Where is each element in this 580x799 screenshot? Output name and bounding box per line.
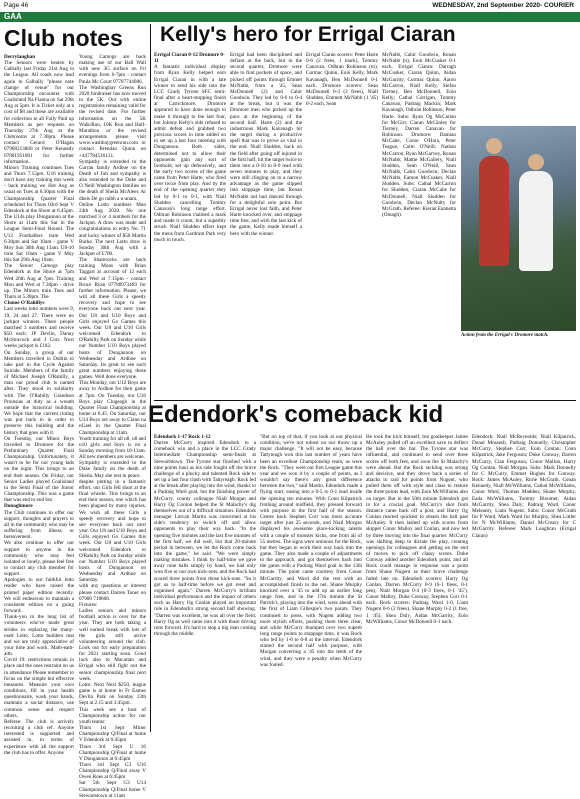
club-paragraph: Referee: The club is actively recruiting a club ref. Anyone interested is supported and assisted in, in terms of experience with all the support the club has to offer. Anyone — [4, 718, 74, 756]
issue-date: WEDNESDAY, 2nd September 2020- COURIER — [432, 2, 574, 9]
club-paragraph: Sympathy is extended to the Duke family on the death of Sheila. May she rest in peace. — [79, 460, 146, 479]
edendork-column-3 — [366, 434, 468, 734]
club-notes-column-1 — [4, 54, 74, 756]
club-paragraph: Youth training for all u8, u8 and u10 girls and boys is on a Sunday morning from 10-11am. All new members are welcome. — [79, 435, 146, 461]
club-paragraph: This Monday, our U12 Boys are away to Ardboe for their game at 7pm. On Tuesday, our U16 Boys play Clogeagh in the Quarter Final Championship at home at 6.45. On Saturday, our U14 Boys are away to Clann na nGael in the Quarter Final Championship at 11am. — [79, 380, 146, 436]
club-paragraph: Young Camogs are back making use of our Ball Wall with new 3G surface on Fri evenings from 6-7pm - contact Paula Mc Court 07707744086. — [79, 54, 146, 85]
edendork-text-2: "But on top of that, if you look at our physical condition, we're not robust on our throw up a major challenge. "It will not be easy, because Tattyreagh won this last number of years have been an excellent Championship team, as were the Rock. "They were our first League game this year and we won it by a couple of points, as I wouldn't say there's any great difference between the two," said Martin. Edendork made a flying start, easing into a 0-5 to 0-1 lead inside the opening ten minutes. With Conn Kilpatrick frothing around midfield, they pressed forward with purpose in the first half of the season. Centre back Stephen Corr was most accurate target after just 25 seconds, and Niall Morgan displayed his awesome place-kicking talents with a couple of monster kicks, one from all of 55 metres. The signs were ominous for the Rock, but they began to work their way back into the game. They also made a couple of adjustments to the approach, and got themselves back into the game with a Padraig Ward goal in the 13th minute. The point came courtesy from Conor McGarrity, and Ward did the rest with an accomplished finish to the net. Shane Murphy knocked over a '45 to add up an earlier long range free, and in the 17th minute the St Patrick's, playing into the wind, were ahead with the first of Liam Gillespie's two points. They continued to press, with Nugent adding two more stylish efforts, pushing them three clear, and while McCurry thumped over two superb long range points to stoppage time, it was Rock who led by 1-6 to 0-8 at the interval. Edendork started the second half with purpose, with Morgan converting a '45 into the teeth of the wind, and they were a penalty when McCurry was fouled. — [260, 434, 362, 668]
edendork-score: Edendork 1-17 Rock 1-12 — [154, 434, 211, 440]
club-paragraph: The Washingbay Greens Run 2020 fundraiser has now moved to the 5K. Out with online registrations remaining valid for the revised date. For further information on the 5K Walk/Run, 10K Run and Half-Marathon or the revised arrangements please visit www.washbaygreenrun.com or contact Brendan Quinn on +447784516131. — [79, 84, 146, 159]
club-subheading: Clonoe O'Rahillys — [4, 300, 45, 307]
club-paragraph: Minors Training continues Tues and Thurs 7.15pm. U16 training don't have any training this week - back training we Hot Aug as usual on Tues at 6.30pm with the Championship Quarter Final scheduled for Thurs 03rd Sept V Edendork at the Shore at 6.45pm. The U14s play Dungannon at the Shore at 11am this Sat in the League Semi-Final Round. The U12 Footballers train Wed 6.30pm and Sat 10am - game V Moy Sun 30th Aug 11am. U8-10 train Sat 10am - game V Moy this Sat 29th Aug 10am. — [4, 164, 74, 264]
player-head — [528, 154, 544, 170]
kelly-headline: Kelly's hero for Errigal Ciaran — [160, 23, 456, 46]
edendork-text-3: He took the kick himself, but goalkeeper James McAuley pulled off an excellent save to deflect the ball over the bar. The Tyrone star was influential, and continued to send over three scores off both feet, and soon the St Malachy's were ahead. But the Rock tackling was strong and decisive, and they drove back a series of attacks to raid for points from Nugent, who pulled them off with style and class to restore the three points lead, with Eoin McWilliams also on target. But in the 50th minute Edendork got in for a crucial goal. McCurry's shot from distance came back off a post, and Harry Og Conlan reacted quickest to smash the ball past McAuley. It then lashed up with scores from skipper Conor Malloy and Conlan, and now led by three moving into the final quarter. McCurry was shifting deep to dictate the play, creating openings for colleagues and getting on the end of moves to pick off classy scores. Duke Conway added another Edendork point, and all Rock could manage in response was a point from Shane Nugent as their brave challenge faded late on. Edendork scorers: Harry Og Conlan, Darren McCurry 0-9 (6-1 frees, 0-1 pen), Niall Morgan 0-4 (0-3 frees, 0-1 '45'), Conor Malloy, Duke Conway, Stephen Corr 0-1 each. Rock scorers: Padraig Ward 1-0, Liam Nugent 0-6 (2 frees), Shane Murphy 0-2 (1 free, 1 '45), Shea Duly, Aidan McGarrity, Eoin McWilliams, Conor McDonnell 0-1 each. — [366, 434, 468, 625]
section-banner — [0, 12, 580, 22]
club-paragraph: The Club continues to offer our support, thoughts and prayers to all in the community who may be suffering from illness or bereavement. — [4, 509, 74, 541]
edendork-headline: Edendork's comeback kid — [148, 401, 444, 428]
match-photo — [461, 126, 576, 331]
section-label: GAA — [4, 12, 22, 21]
edendork-text-1: Darren McCurry inspired Edendork to a comeback win and a place in the LCC Grady Intermediate Championship semi-finals at Stewartstown. The Tyrone star finished with a nine points haul as his side fought off the brave challenge of a plucky and talented Rock side to set up a last four clash with Tattyreagh. Rock led at the break after playing into the wind, thanks to a Padraig Ward goal, but the finishing power of McCurry, county colleague Niall Morgan and Harry Og Conlon helped the St Malachy's dig themselves out of a difficult situation. Edendork manager Lorcan Martin was concerned at his side's tendency to switch off and allow opponents to play their way back. "In the opening five minutes and the last five minutes of the first half, we did well, but that 20-minute period in between, we let the Rock come back into the game," he said. "We were simply making mistakes. I think by half-time we gave away nine balls simply by hand, we had only won five or our own kick-outs, and the Rock had scored three points from those kick-outs. "So it got us to half-time before we got reset and organised again." Darren McCurry's brilliant individual performance and the impact of others such as Harry Og Conlan played an important role in Edendork's strong second half showing. "Darren was excellent, he was all over the field, Harry Og as well came into it with those driving runs forward. It's hard to stop a big man coming through the middle. — [154, 440, 256, 637]
club-paragraph: Fixtures: — [79, 601, 98, 608]
kelly-column-3 — [306, 52, 378, 398]
club-notes-title: Club notes — [4, 25, 123, 51]
club-paragraph: Lotto: Next Next $250, league game is at home in Fr Eames Devlin Park on Sunday 13th Sept at 2.15 and 3:45pm. — [79, 681, 146, 707]
club-paragraph: Apologies to our faithful lotto reader who have raised the printed paper edition recently. We will endeavour to maintain a consistent edition on a going forward. — [4, 577, 74, 615]
club-paragraph: On Sunday, a group of our Members travelled to Dublin to take part in the Cycle Against Suicide. Members of the family of Michael Joseph O'Rahilly, a man our proud club is named after. They stood in solidarity with The O'Rahilly Grandson Proinsias at duty as a wreath outside the historical building. We hope that the current rioting was put back in in order to preserve this building and the history that goes with it. — [4, 349, 74, 436]
page-header — [0, 0, 580, 12]
kelly-column-2 — [230, 52, 302, 398]
club-paragraph: despite putting in a fantastic effort, our Girls fell short at the final whistle. This brings to an end their season, one which has been plagued by many injuries. We wish all these Girls a speedy recovery and hope to see everyone back out next year. Our U8 and U10 Boys and Girls enjoyed Go Games this week. Our U8 and U10 Girls welcomed Edendork to O'Rahilly Park on Sunday while our Number U10 Boys played hosts of Dungannon on Wednesday and Ardboe on Saturday. — [79, 478, 146, 584]
club-subheading: Donaghmore — [4, 503, 33, 510]
club-paragraph: Last weeks lotto numbers were 9, 19, 24 and 27. There were no jackpot winners. There people matched 3 numbers and receive $50 each: JP Devlin, Danny McStravock and J Corr. Next weeks jackpot is £102. — [4, 306, 74, 350]
club-paragraph: Online Lotto numbers Mon 24th Aug 2020. No one matched 3 or 4 numbers for the Jackpot. A draw was made and congratulations to entry No. 71 and lucky winner of $50 Martin Burke. The next Lotto draw is Sunday 30th Aug with a Jackpot of £700. — [79, 201, 146, 257]
club-paragraph: The Senior Camogs play Edendork at the Shore at 7pm Wed 26th Aug at 7pm. Training Mon and Wed at 7.30pm - drive up. The Minors train Tues and Thurs at 5.30pm. The — [4, 263, 74, 301]
kelly-column-1 — [154, 52, 226, 398]
club-notes-column-2 — [79, 54, 146, 799]
club-paragraph: Thank-you to the long list of volunteers who've made great strides in replacing the many-used Lotto. Lotto builders mat and we are truly appreciative of your time and work. Math-eath-aith. — [4, 614, 74, 658]
club-paragraph: The Seniors were beaten by Galbally last Friday 21st Aug in the League. All roads now lead again to Galbally "please note change of venue" for our Championship encounter with Coalisland Na Fianna on Sat 29th Aug at 5pm. It is Ticket only at a cost of $8 and these are available for collection to all Fully Paid up Members as per requests on Thursday 27th Aug at the Clubrooms at 7.30pm. Please contact Gerard O'Hagan 07968213860 or Peter Kennedy 07801951081 for further information. — [4, 60, 74, 165]
club-paragraph: Ladies seniors and minors football action is over for the year. They are both taking a well earned break with lots of the girls still active volunteering around the club. Look out for early preparation for 2021 starting soon. Good luck also to Macartan and Errigal who still fight out the senior championship final next week. — [79, 608, 146, 682]
edendork-column-4 — [472, 434, 576, 734]
kelly-text-4: McNabb, Cahir Goodwin, Ronan McNabb (n), Eoin McCusker 0-1 each. Errigal Ciaran: Darragh McCusker, Ciaran Quinn, Aidan McGarrity, Cormac Quinn, Aaron McCarron, Niall Kelly, Stefan Tierney, Ben McDonnell, Eoin Kelly; Cathal Corrigan, Tommy Canavan, Padraig Mackin; Mark Kavanagh, Odhran Robinson, Peter Harte. Subs: Ryan Og McCartan for McGirr, Ciaran McGinley for Tierney, Darren Canavan for Robinson. Dromore: Damian McCabe, Conor O'Hara, Peter Teague, Colm O'Neill; Nathan McCarron, Ryan McGarvey, Ronan McNabb; Mattie McGallery, Niall Sludden, Sean O'Neill, Sean McNabb, Cahir Goodwin; Declan McNabb, Eamon McCusker, Niall Sludden. Subs: Cathal McCarron for Sludden, Ciaran McCabe for McDonnell, Niall Sludden for Goodwin, Declan McNulty for McGrath. Referee: Kieran Eannetta (Omagh). — [382, 52, 456, 219]
photo-caption: Action from the Errigal v Dromore match. — [461, 333, 549, 338]
kelly-text-1: A fantastic individual display from Ryan Kelly helped earn Errigal Ciaran in with a late winner to send his side into the LCC Grady Tyrone SFC semi-final after a heart-stopping finish at Carrickmore. Dromore appeared to have done enough to make it through to the last four, but Johnny Kelly's side refused to admit defeat and grabbed two precious scores in time added on to set up a last four meeting with Dungannon. Both sides, determined not to allow their opponents gain any sort of foothold, set up defensively, and the early two scores of the game came from Peter Harte, who fired over twice from play. And by the end of the opening quarter they led by 0-1 to 0-1, with Niall Sludden cancelling Tommy Canavan's long range effort. Odhran Robinson claimed a mark and made it count, but a superbly struck Niall Sludden effort kept the mens from Gardrum Park very much in touch. — [154, 64, 226, 243]
player-figure-red — [479, 156, 509, 266]
club-paragraph: Sympathy is extended to the Curran family Ardboe on the Death of Jim and sympathy is also extended to the Duke and O Neill Washington families on the death of Sheila McAleer. Ar dheis Dé go raibh a n-anam. — [79, 158, 146, 202]
edendork-text-4: Edendork: Niall McReynolds; Niall Kilpatrick, Donal Mossesh, Padraig Donnelly, Christopher McCurry, Stephen Corr, Eoin Conlan; Conn Kilpatrick, Jake Ferguson; Duke Conway, Darren McCurry, Cian Ferguson, Conor Mallon, Harry Og Conlan, Niall Morgan. Subs: Mark Donnelly for C McCurry, Emmet Hughes for Conway. Rock: James McAuley, Rorie McGrath, Conan Kennedy, Niall McWilliams, Cathal McWilliams, Conor Ward, Thomas Madden; Shane Murphy, Eada McWilliams, Tommy Bloomer, Aidan McGarrity, Shea Daly; Padraig Ward, Conor Meleanty, Liam Nugent. Subs: Conor McGrath for P Ward, Mark Ward for Murphy, Shea Littler for N McWilliams, Daniel McCreary for C McGarrity. Referee: Mark Loughran (Errigal Ciaran) — [472, 434, 576, 539]
club-paragraph: This week see a host of Championship action for our youth teams: — [79, 706, 146, 725]
kelly-text-2: Errigal had been disciplined and defiant at the back, but in the second quarter, Dromore were able to find pockets of space, and picked off points through Emmet McNabb, from a '45, Sean McDonnell (2) and Cahir Goodwin. They led by 0-6 to 0-4 at the break, but it was the Dromore men who picked up the pace at the beginning of the second half. Harte (2) and the industrious Mark Kavanagh hit the target during a productive spell that was to prove so vital in the end. Niall Sludden, back on the field after going off injured in the first half, hit the target twice to them into a 0-10 to 0-9 lead with seven minutes to play, and they were still clinging on to a narrow advantage as the game slipped into stoppage time, but Ronan McNabb ind had danced through for a delightful solo point. But Errigal never lost faith, and Peter Harte knocked over, and stoppage time free, and with the last kick of the game, Kelly made himself a hero with the winner. — [230, 52, 302, 237]
kelly-score: Errigal Ciaran 0-12 Dromore 0-11 — [154, 52, 225, 65]
kelly-column-4 — [382, 52, 456, 398]
edendork-column-1 — [154, 434, 256, 734]
club-paragraph: with any questions or interest please contact Darren Toner on 07900 718608. — [79, 583, 146, 602]
club-subheading: Derrylaughan — [4, 54, 36, 60]
player-head — [486, 138, 502, 154]
column-divider — [150, 24, 151, 732]
club-paragraph: On Tuesday, our Minor Boys travelled to Dromore for the Preliminary Quarter Final Championship. Unfortunately, it wasn't to be for our young lads on the night. This brings to an end their season. On Friday, our Senior Ladies played Coalisland in the Semi Final of the Junior Championship. This was a game that was end to end but — [4, 435, 74, 504]
club-paragraph: Sat 5th Sept G3 U14 Championship Q/Final home V Stewartstown at 11am — [79, 780, 146, 799]
club-paragraph: Thurs 3rd Sept G3 U16 Championship Q/Final away V Owen Roes at 6:45pm — [79, 761, 146, 781]
edendork-column-2 — [260, 434, 362, 734]
club-paragraph: Thurs 1st Sept Minor Championship Q/Final at home V Edendork at 6:45pm — [79, 725, 146, 744]
club-paragraph: Thurs 3rd Sept U 16 Championship Q/Final at home V Dungannon at 6:45pm — [79, 743, 146, 762]
club-paragraph: Covid 19: restrictions remain in place and the ones restraint on us in attendance Please remember to focus on the simple but effective measures. Measure your own conditions, fill in your health questionnaire, wash your hands, maintain a social distance, use common sense and respect others. — [4, 657, 74, 719]
page-number: Page 46 — [4, 2, 29, 9]
kelly-text-3: Errigal Ciaran scorers: Peter Harte 0-6 (2 frees, 1 mark), Tommy Canavan, Odhran Robinson (m), Cormac Quinn, Eoin Kelly, Mark Kavanagh, Ben McDonnell 0-1 each. Dromore scorers: Sean McDonnell 0-3 (2 frees), Niall Sludden, Emmett McNabb (1 '45) 0-2 each, Sean — [306, 52, 378, 108]
club-paragraph: The Shamrocks are back training Mons with Brian Taggart at account of 12 each and Wed at 7.15pm - contact Bruce Ryan 07788973469 for further information. Please, we will all these Girls a speedy recovery and hope to see everyone back out next year. Our U8 and U10 Boys and Girls enjoyed Go Games this week. Our U8 and U10 Girls welcomed Edendork to O'Rahilly Park on Sunday while our Number U10 Boys played hosts of Dungannon on Wednesday and Ardboe on Saturday. Its great to see such great numbers enjoying these games. Well done everyone. — [79, 257, 146, 381]
club-paragraph: We also continue to offer our support to anyone in the community who may feel isolated or lonely, please feel free to contact any club member for support. — [4, 540, 74, 578]
player-figure-white — [519, 171, 553, 271]
